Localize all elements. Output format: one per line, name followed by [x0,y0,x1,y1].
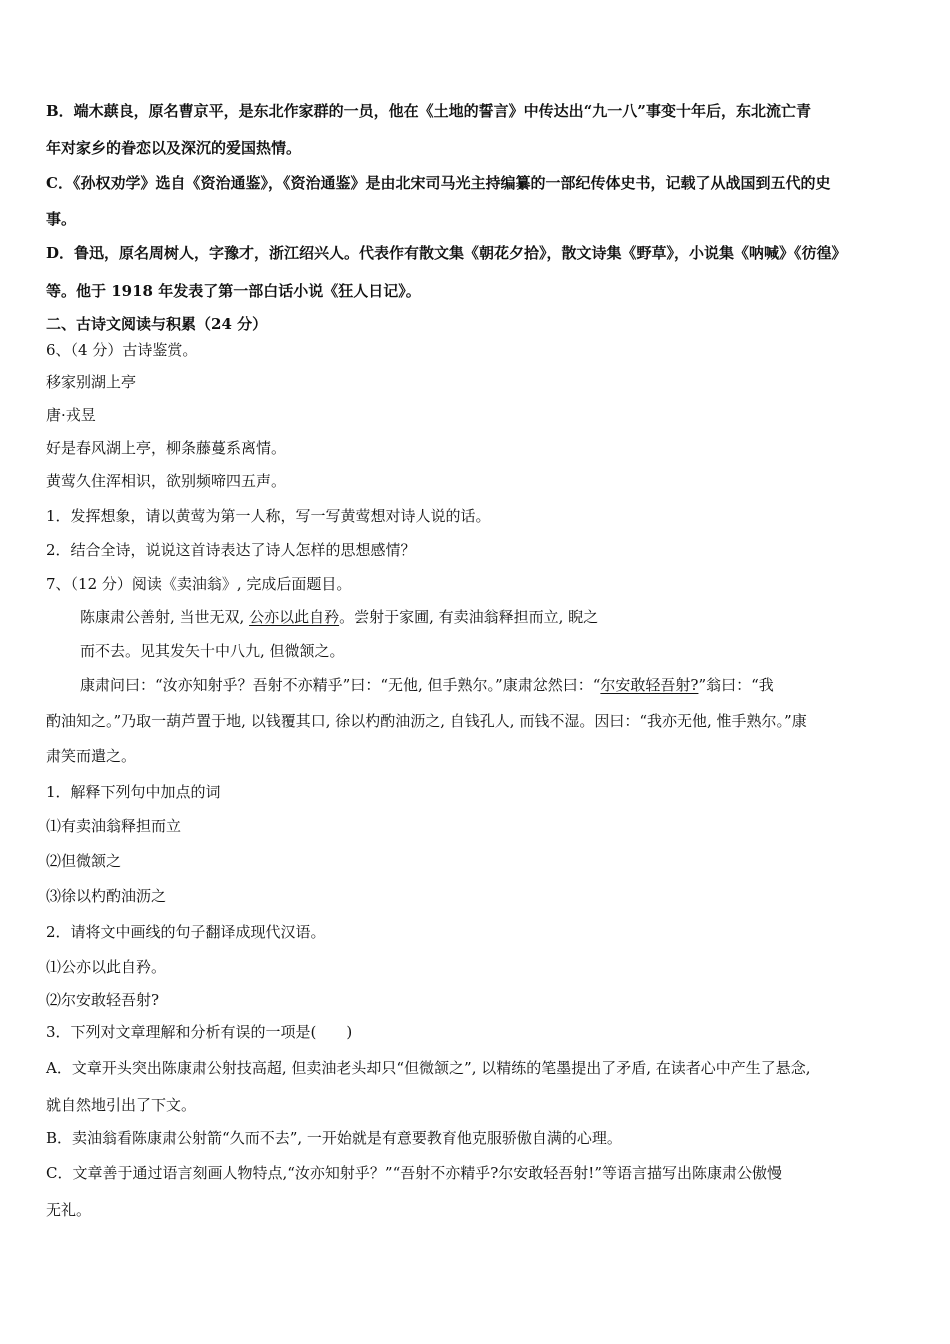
passage-para-2-line-2: 酌油知之。”乃取一葫芦置于地, 以钱覆其口, 徐以杓酌油沥之, 自钱孔人, 而钱不湿。因曰：“我亦无他, 惟手熟尔。”康 [46,712,807,730]
poem-line-1: 好是春风湖上亭，柳条藤蔓系离情。 [46,439,287,457]
choice-c-line-2: 无礼。 [46,1201,92,1219]
q7-sub-1-item-3: ⑶徐以杓酌油沥之 [46,887,167,905]
option-d-line-1: D．鲁迅，原名周树人，字豫才，浙江绍兴人。代表作有散文集《朝花夕拾》，散文诗集《野草》，小说集《呐喊》《彷徨》 [46,244,847,262]
option-c-line-2: 事。 [46,210,77,228]
passage-para-1-line-2: 而不去。见其发矢十中八九, 但微颔之。 [80,642,345,660]
choice-a-line-2: 就自然地引出了下文。 [46,1096,197,1114]
choice-c-line-1: C．文章善于通过语言刻画人物特点,“汝亦知射乎？”“吾射不亦精乎?尔安敢轻吾射!”等语言描写出陈康肃公傲慢 [46,1164,782,1182]
q7-sub-3: 3．下列对文章理解和分析有误的一项是( ) [46,1023,353,1041]
underlined-sentence-2: 尔安敢轻吾射? [600,676,699,694]
option-c-line-1: C．《孙权劝学》选自《资治通鉴》，《资治通鉴》是由北宋司马光主持编纂的一部纪传体史书，记载了从战国到五代的史 [46,174,831,192]
passage-para-2-line-1 [80,675,910,695]
underlined-sentence-1: 公亦以此自矜 [249,608,340,626]
q7-title: 7、（12 分）阅读《卖油翁》, 完成后面题目。 [46,575,352,593]
poem-title: 移家别湖上亭 [46,373,137,391]
passage-text: 陈康肃公善射, 当世无双, [80,608,250,626]
choice-a-line-1: A．文章开头突出陈康肃公射技高超, 但卖油老头却只“但微颔之”, 以精练的笔墨提出了矛盾, 在读者心中产生了悬念, [46,1059,811,1077]
poem-line-2: 黄莺久住浑相识，欲别频啼四五声。 [46,472,287,490]
q7-sub-2-item-1: ⑴公亦以此自矜。 [46,958,167,976]
q6-sub-2: 2．结合全诗，说说这首诗表达了诗人怎样的思想感情？ [46,541,416,559]
choice-b: B．卖油翁看陈康肃公射箭“久而不去”, 一开始就是有意要教育他克服骄傲自满的心理。 [46,1129,622,1147]
passage-para-1-line-1 [80,607,910,627]
q7-sub-1-item-2: ⑵但微颔之 [46,852,122,870]
passage-text: 。尝射于家圃, 有卖油翁释担而立, 睨之 [339,608,599,626]
passage-text: ”翁曰：“我 [698,676,774,694]
q7-sub-2-item-2: ⑵尔安敢轻吾射? [46,991,160,1009]
passage-para-2-line-3: 肃笑而遣之。 [46,747,137,765]
q7-sub-1: 1．解释下列句中加点的词 [46,783,221,801]
passage-text: 康肃问曰：“汝亦知射乎？吾射不亦精乎”曰：“无他, 但手熟尔。”康肃忿然曰：“ [80,676,601,694]
q7-sub-2: 2．请将文中画线的句子翻译成现代汉语。 [46,923,326,941]
option-d-line-2: 等。他于 1918 年发表了第一部白话小说《狂人日记》。 [46,282,421,300]
option-b-line-1: B．端木蕻良，原名曹京平，是东北作家群的一员，他在《土地的誓言》中传达出“九一八”事变十年后，东北流亡青 [46,102,811,120]
q6-sub-1: 1．发挥想象，请以黄莺为第一人称，写一写黄莺想对诗人说的话。 [46,507,491,525]
option-b-line-2: 年对家乡的眷恋以及深沉的爱国热情。 [46,139,302,157]
poem-author: 唐·戎昱 [46,406,96,424]
q7-sub-1-item-1: ⑴有卖油翁释担而立 [46,817,182,835]
section-heading: 二、古诗文阅读与积累（24 分） [46,315,268,333]
q6-title: 6、（4 分）古诗鉴赏。 [46,341,198,359]
